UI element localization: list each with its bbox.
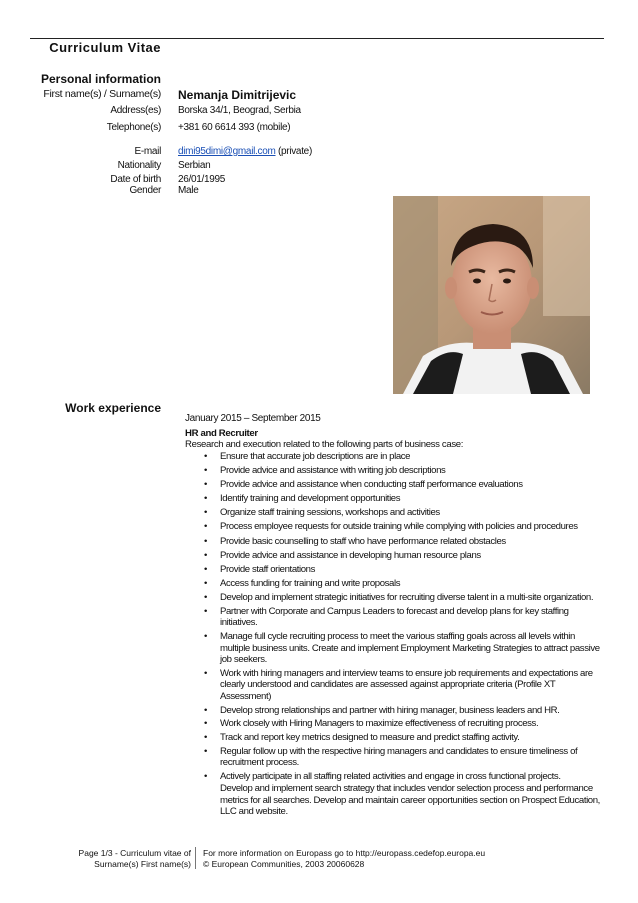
nationality-value: Serbian [178,160,211,171]
responsibilities-list [204,451,604,818]
list-item: • Ensure that accurate job descriptions are in place [204,451,604,463]
address-value: Borska 34/1, Beograd, Serbia [178,105,301,116]
email-suffix: (private) [275,146,312,157]
footer-page-info: Page 1/3 - Curriculum vitae of [78,848,191,858]
name-label: First name(s) / Surname(s) [43,88,161,100]
telephone-label: Telephone(s) [106,122,161,133]
footer-right [203,848,485,870]
list-item: • Work with hiring managers and interview teams to ensure job requirements and expectations are clearly understood and candidates are assessed against appropriate criteria (Profile XT Assessment) [204,668,604,703]
footer-copyright: © European Communities, 2003 20060628 [203,859,365,869]
job-intro: Research and execution related to the following parts of business case: [185,439,464,450]
list-item: • Organize staff training sessions, workshops and activities [204,507,604,519]
list-item: • Partner with Corporate and Campus Leaders to forecast and develop plans for key staffing initiatives. [204,606,604,629]
list-item: • Manage full cycle recruiting process to meet the various staffing goals across all levels within multiple business units. Create and implement Employment Marketing Strategies to attract passive job seekers. [204,631,604,666]
list-item: • Track and report key metrics designed to measure and predict staffing activity. [204,732,604,744]
email-row [178,146,312,158]
header-rule [30,38,604,39]
footer-divider [195,847,196,869]
list-item: • Identify training and development opportunities [204,493,604,505]
list-item: • Actively participate in all staffing related activities and engage in cross functional projects. [204,771,604,783]
list-item: • Provide staff orientations [204,564,604,576]
email-label: E-mail [134,146,161,157]
gender-value: Male [178,185,199,196]
telephone-value: +381 60 6614 393 (mobile) [178,122,291,133]
profile-photo [393,196,590,394]
dob-label: Date of birth [110,174,161,185]
nationality-label: Nationality [117,160,161,171]
email-link[interactable]: dimi95dimi@gmail.com [178,146,276,157]
address-label: Address(es) [110,105,161,116]
work-experience-heading: Work experience [65,401,161,415]
footer-europass-info: For more information on Europass go to http://europass.cedefop.europa.eu [203,848,486,858]
list-item: • Work closely with Hiring Managers to maximize effectiveness of recruiting process. [204,718,604,730]
cv-title: Curriculum Vitae [49,40,161,55]
list-item: • Provide basic counselling to staff who have performance related obstacles [204,536,604,548]
list-item: • Process employee requests for outside training while complying with policies and procedures [204,521,604,533]
footer-left [0,848,191,870]
name-value: Nemanja Dimitrijevic [178,88,297,102]
gender-label: Gender [129,185,161,196]
job-dates: January 2015 – September 2015 [185,413,321,424]
list-item: • Access funding for training and write proposals [204,578,604,590]
list-item: • Provide advice and assistance when conducting staff performance evaluations [204,479,604,491]
dob-value: 26/01/1995 [178,174,226,185]
job-position: HR and Recruiter [185,428,258,439]
list-item: • Provide advice and assistance in developing human resource plans [204,550,604,562]
personal-info-heading: Personal information [40,72,161,86]
list-item: • Regular follow up with the respective hiring managers and candidates to ensure timeliness of recruitment process. [204,746,604,769]
list-item: • Develop and implement strategic initiatives for recruiting diverse talent in a multi-site organization. [204,592,604,604]
continuation-text: Develop and implement search strategy that includes vendor selection process and performance metrics for all searches. Develop and maintain career opportunities section on Prospect Education, LLC and website. [220,783,600,818]
list-item: • Develop strong relationships and partner with hiring manager, business leaders and HR. [204,705,604,717]
footer-name-info: Surname(s) First name(s) [94,859,191,869]
list-item: • Provide advice and assistance with writing job descriptions [204,465,604,477]
